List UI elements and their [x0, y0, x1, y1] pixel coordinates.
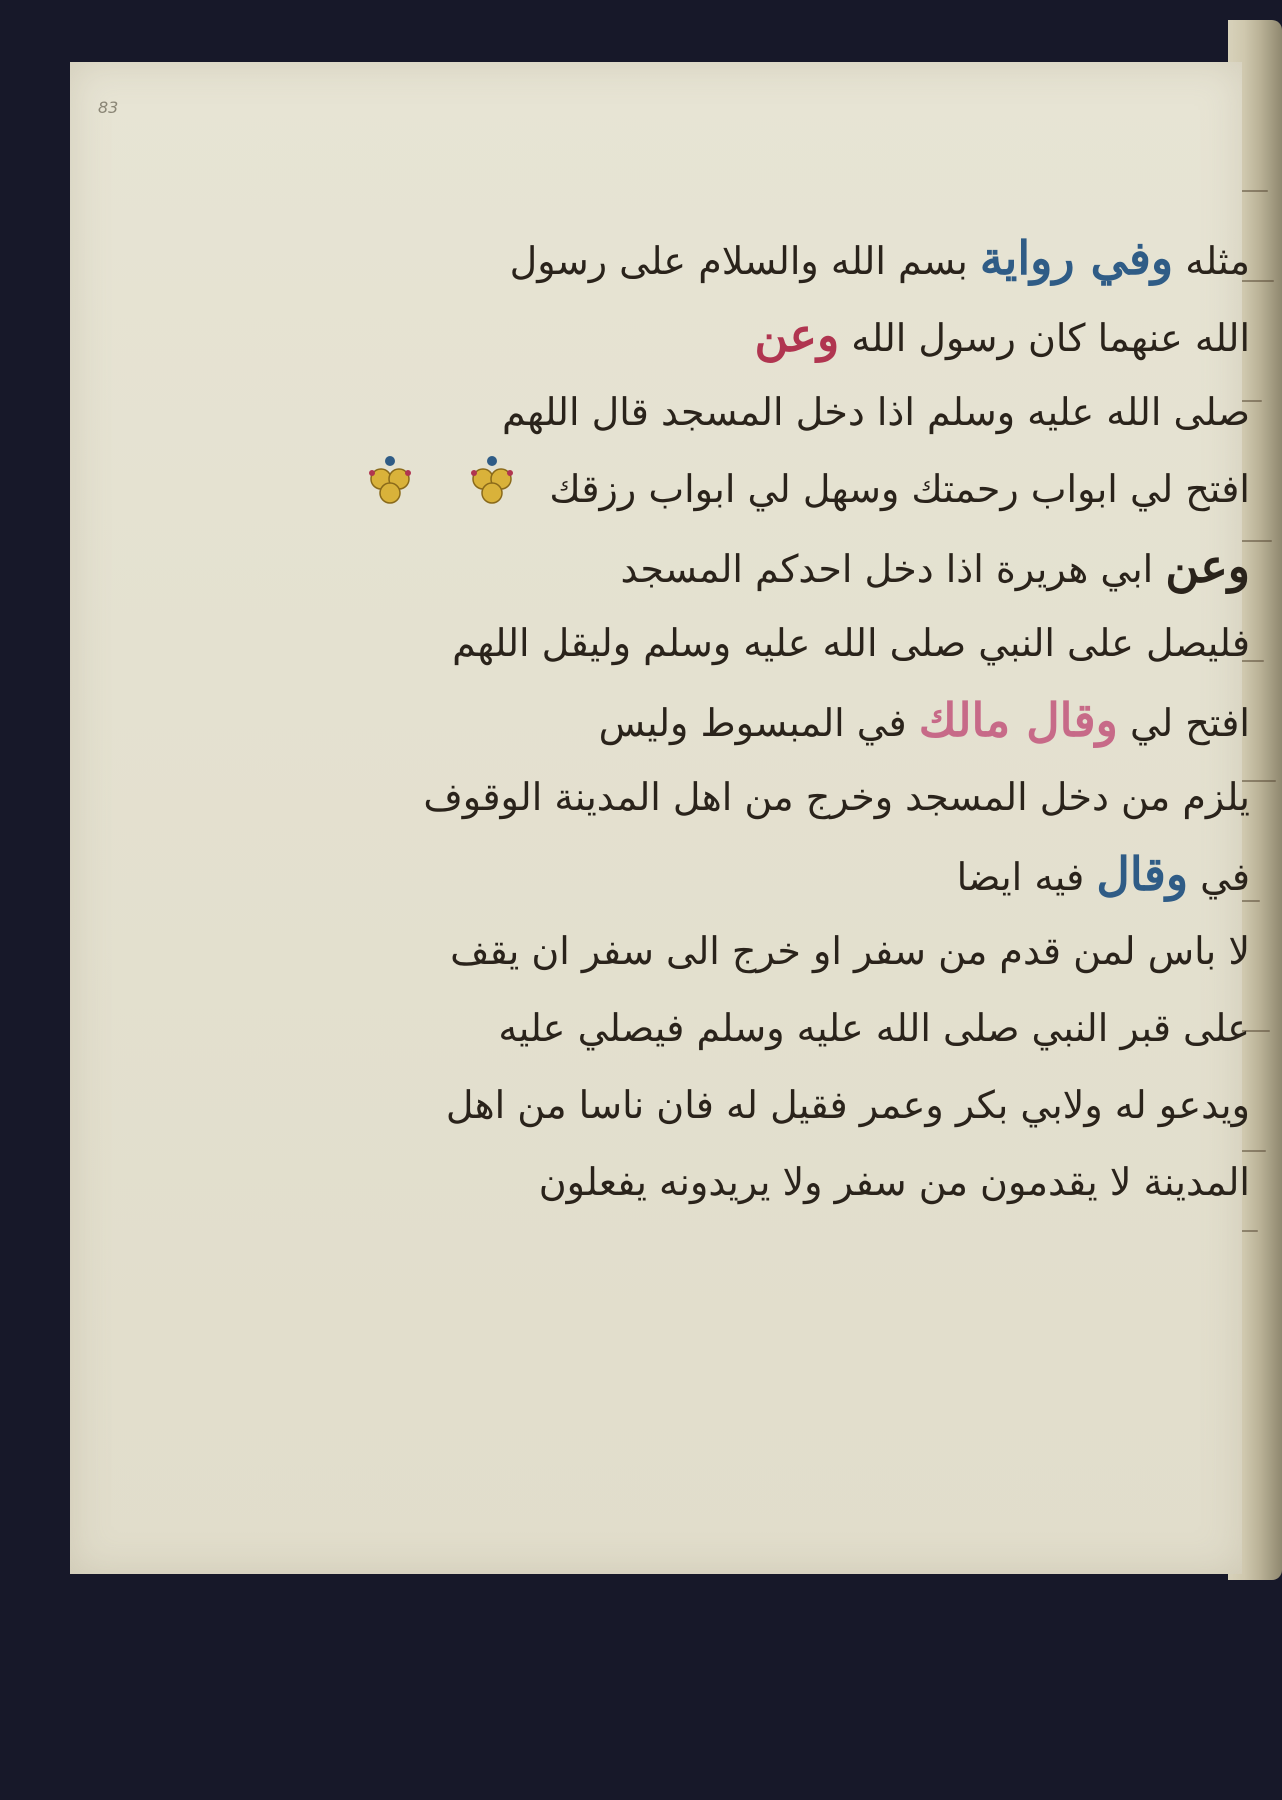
line-text: على قبر النبي صلى الله عليه وسلم فيصلي عليه: [498, 1006, 1250, 1050]
line-text: لا باس لمن قدم من سفر او خرج الى سفر ان يقف: [450, 929, 1250, 973]
text-line-1: [350, 220, 1250, 297]
rubric-heading: وعن: [754, 308, 840, 362]
text-line-2: [350, 297, 1250, 374]
line-text: مثله: [1185, 239, 1250, 283]
line-text: المدينة لا يقدمون من سفر ولا يريدونه يفعلون: [538, 1160, 1250, 1204]
line-text: افتح لي: [1129, 701, 1250, 745]
text-line-11: [350, 990, 1250, 1067]
text-line-8: [350, 759, 1250, 836]
rubric-heading: وقال مالك: [918, 693, 1118, 747]
text-line-9: [350, 836, 1250, 913]
gold-trefoil-icon: [363, 453, 417, 533]
text-line-13: [350, 1144, 1250, 1221]
line-text: يلزم من دخل المسجد وخرج من اهل المدينة الوقوف: [423, 775, 1250, 819]
text-line-4: [350, 451, 1250, 528]
text-line-3: [350, 374, 1250, 451]
manuscript-page: [70, 62, 1250, 1574]
line-text-after: ابي هريرة اذا دخل احدكم المسجد: [620, 547, 1154, 591]
line-text-after: عنهما كان رسول الله: [851, 316, 1183, 360]
line-text-after: بسم الله والسلام على رسول: [509, 239, 968, 283]
line-text-after: فيه ايضا: [956, 855, 1085, 899]
text-line-10: [350, 913, 1250, 990]
rubric-heading: وعن: [1165, 539, 1250, 593]
line-text: ويدعو له ولابي بكر وعمر فقيل له فان ناسا من اهل: [445, 1083, 1250, 1127]
line-text: الله: [1194, 316, 1250, 360]
text-line-5: [350, 528, 1250, 605]
gold-trefoil-icon: [465, 453, 519, 533]
rubric-heading: وفي رواية: [979, 231, 1174, 285]
text-line-6: [350, 605, 1250, 682]
line-text: في: [1200, 855, 1250, 899]
text-line-12: [350, 1067, 1250, 1144]
text-block: [350, 220, 1250, 1221]
line-text-after: في المبسوط وليس: [598, 701, 907, 745]
rubric-heading: وقال: [1096, 847, 1189, 901]
line-text: صلى الله عليه وسلم اذا دخل المسجد قال اللهم: [502, 390, 1250, 434]
text-line-7: [350, 682, 1250, 759]
line-text: فليصل على النبي صلى الله عليه وسلم وليقل اللهم: [452, 621, 1250, 665]
line-text: افتح لي ابواب رحمتك وسهل لي ابواب رزقك: [549, 467, 1250, 511]
page-number: 83: [98, 98, 119, 117]
